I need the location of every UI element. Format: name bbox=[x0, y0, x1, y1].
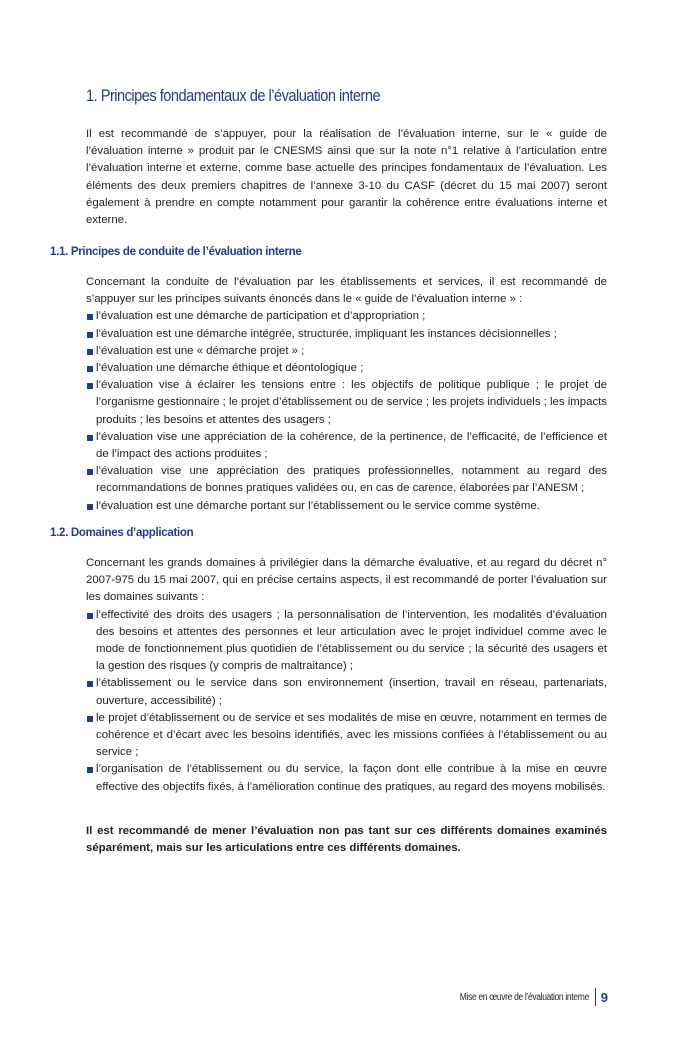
square-bullet-icon bbox=[87, 681, 93, 687]
section-1-1-bullet-list bbox=[86, 308, 607, 514]
list-item: l’organisation de l’établissement ou du service, la façon dont elle contribue à la mise en œuvre effective des objectifs fixés, à l’amélioration continue des pratiques, au regard des moyens mobilisés. bbox=[86, 761, 607, 795]
list-item: l’évaluation est une « démarche projet » ; bbox=[86, 343, 607, 360]
section-1-2-bullet-list bbox=[86, 607, 607, 796]
page-footer bbox=[437, 988, 608, 1006]
list-item: le projet d’établissement ou de service et ses modalités de mise en œuvre, notamment en termes de cohérence et d’écart avec les besoins identifiés, avec les missions confiées à l’établissement ou au service ; bbox=[86, 710, 607, 762]
list-item: l’évaluation vise une appréciation de la cohérence, de la pertinence, de l’efficacité, de l’efficience et de l’impact des actions produites ; bbox=[86, 429, 607, 463]
list-item: l’évaluation vise une appréciation des pratiques professionnelles, notamment au regard des recommandations de bonnes pratiques validées ou, en cas de carence, élaborées par l’ANESM ; bbox=[86, 463, 607, 497]
list-item: l’évaluation est une démarche intégrée, structurée, impliquant les instances décisionnelles ; bbox=[86, 326, 607, 343]
section-1-2-title: 1.2. Domaines d’application bbox=[50, 527, 194, 539]
section-1-2-intro: Concernant les grands domaines à privilégier dans la démarche évaluative, et au regard du décret n° 2007-975 du 15 mai 2007, qui en précise certains aspects, il est recommandé de porter l’évaluation sur les domaines suivants : bbox=[86, 557, 607, 604]
footer-divider bbox=[595, 988, 596, 1006]
section-1-2-body bbox=[86, 555, 607, 796]
list-item: l’évaluation est une démarche de participation et d’appropriation ; bbox=[86, 308, 607, 325]
list-item: l’évaluation est une démarche portant sur l’établissement ou le service comme système. bbox=[86, 498, 607, 515]
square-bullet-icon bbox=[87, 435, 93, 441]
square-bullet-icon bbox=[87, 366, 93, 372]
square-bullet-icon bbox=[87, 383, 93, 389]
section-1-title: 1. Principes fondamentaux de l’évaluation interne bbox=[86, 86, 381, 105]
section-1-1-body bbox=[86, 274, 607, 515]
list-item: l’évaluation une démarche éthique et déontologique ; bbox=[86, 360, 607, 377]
list-item: l’effectivité des droits des usagers ; la personnalisation de l’intervention, les modalités d’évaluation des besoins et attentes des personnes et leur articulation avec le projet individuel comme avec le mode de fonctionnement plus quotidien de l’établissement ou du service ; la sécurité des usagers et la gestion des risques (y compris de maltraitance) ; bbox=[86, 607, 607, 676]
section-1-1-title: 1.1. Principes de conduite de l’évaluation interne bbox=[50, 246, 302, 258]
square-bullet-icon bbox=[87, 504, 93, 510]
list-item: l’évaluation vise à éclairer les tensions entre : les objectifs de politique publique ; le projet de l’organisme gestionnaire ; le projet d’établissement ou de service ; les projets individuels ; les impacts produits ; les besoins et attentes des usagers ; bbox=[86, 377, 607, 429]
footer-title: Mise en œuvre de l’évaluation interne bbox=[459, 991, 589, 1003]
conclusion-recommendation: Il est recommandé de mener l’évaluation non pas tant sur ces différents domaines examinés séparément, mais sur les articulations entre ces différents domaines. bbox=[86, 825, 607, 855]
list-item: l’établissement ou le service dans son environnement (insertion, travail en réseau, partenariats, ouverture, accessibilité) ; bbox=[86, 675, 607, 709]
section-1-intro: Il est recommandé de s’appuyer, pour la réalisation de l’évaluation interne, sur le « guide de l’évaluation interne » produit par le CNESMS ainsi que sur la note n°1 relative à l’articulation entre l’évaluation interne et externe, comme base actuelle des principes fondamentaux de l’évaluation. Les éléments des deux premiers chapitres de l’annexe 3-10 du CASF (décret du 15 mai 2007) seront également à prendre en compte notamment pour garantir la cohérence entre évaluations interne et externe. bbox=[86, 128, 607, 227]
square-bullet-icon bbox=[87, 349, 93, 355]
square-bullet-icon bbox=[87, 469, 93, 475]
square-bullet-icon bbox=[87, 767, 93, 773]
square-bullet-icon bbox=[87, 332, 93, 338]
section-1-1-intro: Concernant la conduite de l’évaluation par les établissements et services, il est recommandé de s’appuyer sur les principes suivants énoncés dans le « guide de l’évaluation interne » : bbox=[86, 276, 607, 306]
square-bullet-icon bbox=[87, 613, 93, 619]
square-bullet-icon bbox=[87, 716, 93, 722]
page-number: 9 bbox=[600, 989, 608, 1005]
square-bullet-icon bbox=[87, 314, 93, 320]
